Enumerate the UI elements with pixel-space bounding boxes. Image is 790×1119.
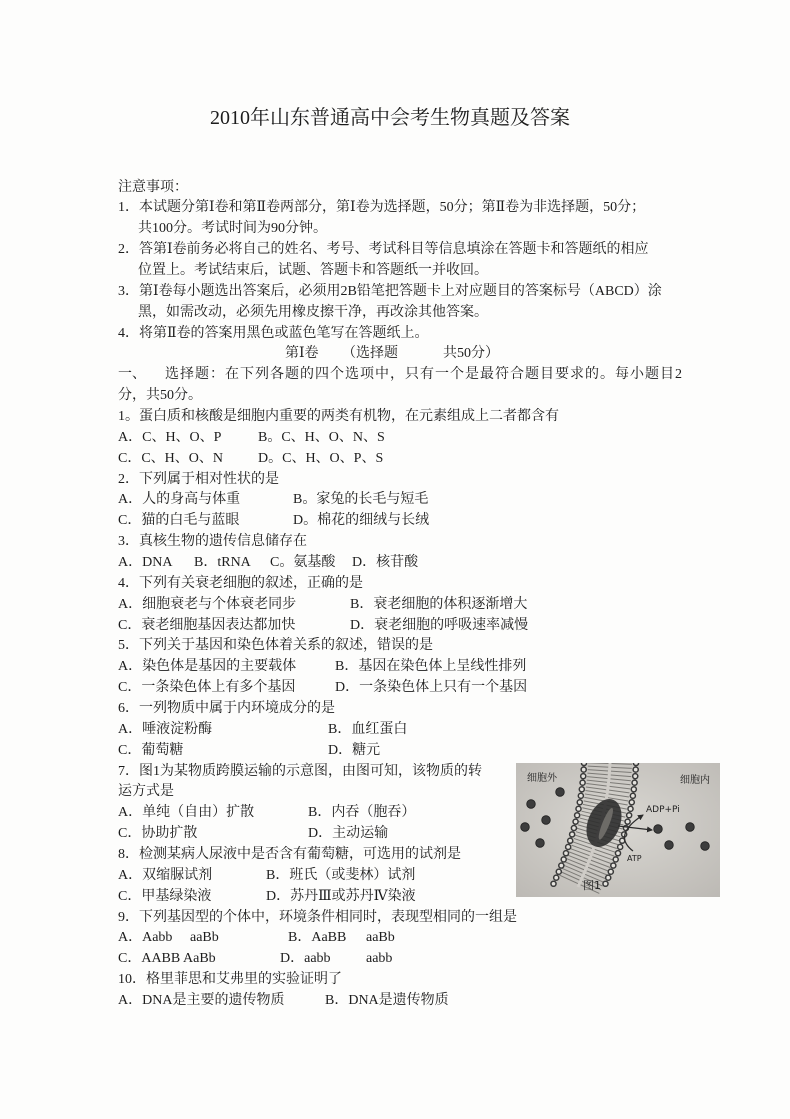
label-adp-pi: ADP+Pi [646,805,680,815]
notice-item-3-continued: 黑，如需改动，必须先用橡皮擦干净，再改涂其他答案。 [138,304,488,320]
question-8-option-b: B．班氏（或斐林）试剂 [266,867,416,883]
question-4-stem: 4．下列有关衰老细胞的叙述，正确的是 [118,575,363,591]
question-5-stem: 5．下列关于基因和染色体着关系的叙述，错误的是 [118,638,433,654]
question-options-line [0,720,790,741]
question-options-line [0,490,790,511]
figure-1-membrane-transport [516,763,720,897]
question-6-option-d: D．糖元 [328,742,381,758]
question-stem-line [0,407,790,428]
molecule-dot [536,839,545,848]
question-7-option-c: C．协助扩散 [118,826,198,842]
question-3-option-a: A．DNA [118,554,173,570]
molecule-dot [686,823,695,832]
question-9-option-c-genotype-2: AaBb [183,951,216,967]
notice-item-1: 1．本试题分第Ⅰ卷和第Ⅱ卷两部分，第Ⅰ卷为选择题，50分；第Ⅱ卷为非选择题，50分； [118,200,646,216]
question-9-stem: 9．下列基因型的个体中，环境条件相同时，表现型相同的一组是 [118,909,517,925]
question-9-option-a-genotype-2: aaBb [190,930,219,946]
question-1-option-b: B。C、H、O、N、S [258,429,385,445]
question-1-stem: 1。蛋白质和核酸是细胞内重要的两类有机物，在元素组成上二者都含有 [118,408,559,424]
molecule-dot [701,842,710,851]
section-instruction-continued: 分，共50分。 [118,388,202,404]
molecule-dot [521,823,530,832]
notice-heading-line [0,178,790,199]
question-3-option-c: C。氨基酸 [270,554,336,570]
question-options-line [0,657,790,678]
notice-line [0,303,790,324]
question-3-option-d: D．核苷酸 [352,554,419,570]
question-7-option-a: A．单纯（自由）扩散 [118,805,255,821]
figure-caption: 图1 [583,879,601,892]
notice-item-4: 4．将第Ⅱ卷的答案用黑色或蓝色笔写在答题纸上。 [118,325,429,341]
question-3-option-b: B．tRNA [194,554,251,570]
notice-line [0,282,790,303]
question-2-option-b: B。家兔的长毛与短毛 [293,492,429,508]
question-6-option-c: C．葡萄糖 [118,742,184,758]
question-4-option-d: D．衰老细胞的呼吸速率减慢 [350,617,529,633]
question-5-option-a: A．染色体是基因的主要载体 [118,659,297,675]
question-6-option-b: B．血红蛋白 [328,721,408,737]
question-5-option-b: B．基因在染色体上呈线性排列 [335,659,527,675]
question-8-stem: 8．检测某病人尿液中是否含有葡萄糖，可选用的试剂是 [118,847,461,862]
question-options-line [0,553,790,574]
question-6-stem: 6．一列物质中属于内环境成分的是 [118,700,335,716]
label-atp: ATP [627,854,642,863]
question-4-option-a: A．细胞衰老与个体衰老同步 [118,596,297,612]
question-9-option-c: C．AABB [118,951,181,967]
question-9-option-d: D．aabb [280,951,331,967]
question-7-option-d: D．主动运输 [308,826,389,842]
question-9-option-b-genotype-2: aaBb [366,930,395,946]
molecule-dot [665,841,674,850]
question-options-line [0,741,790,762]
molecule-dot [654,825,663,834]
question-options-line [0,511,790,532]
question-options-line [0,616,790,637]
question-9-option-d-genotype-2: aabb [366,951,393,967]
question-options-line [0,949,790,970]
notice-line [0,240,790,261]
question-1-option-d: D。C、H、O、P、S [258,450,384,466]
part-title-line [0,344,790,365]
molecule-dot [542,816,551,825]
notice-line [0,219,790,240]
question-8-option-c: C．甲基绿染液 [118,888,212,904]
part-name: 第Ⅰ卷 [285,346,319,362]
question-10-stem: 10．格里菲思和艾弗里的实验证明了 [118,972,342,988]
notice-item-2: 2．答第Ⅰ卷前务必将自己的姓名、考号、考试科目等信息填涂在答题卡和答题纸的相应 [118,242,649,258]
question-7-stem-continued: 运方式是 [118,784,174,800]
question-10-option-b: B．DNA是遗传物质 [325,993,449,1009]
molecule-dot [527,800,536,809]
question-3-stem: 3．真核生物的遗传信息储存在 [118,534,307,550]
section-instruction-line [0,365,790,386]
question-7-option-b: B．内吞（胞吞） [308,805,416,821]
notice-line [0,198,790,219]
question-2-option-d: D。棉花的细绒与长绒 [293,513,430,529]
question-options-line [0,928,790,949]
notice-item-1-continued: 共100分。考试时间为90分钟。 [138,221,327,237]
question-9-option-a: A．Aabb [118,930,173,946]
notice-line [0,261,790,282]
section-instruction-line [0,386,790,407]
question-6-option-a: A．唾液淀粉酶 [118,721,213,737]
section-number: 一、 [118,367,146,383]
question-1-option-c: C．C、H、O、N [118,450,224,466]
question-8-option-a: A．双缩脲试剂 [118,867,213,883]
question-options-line [0,428,790,449]
question-10-option-a: A．DNA是主要的遗传物质 [118,993,285,1009]
question-2-stem: 2．下列属于相对性状的是 [118,471,279,487]
question-4-option-b: B．衰老细胞的体积逐渐增大 [350,596,528,612]
section-instruction: 选择题：在下列各题的四个选项中，只有一个是最符合题目要求的。每小题目2 [165,367,683,383]
notice-line [0,324,790,345]
question-4-option-c: C．衰老细胞基因表达都加快 [118,617,296,633]
question-5-option-c: C．一条染色体上有多个基因 [118,680,296,696]
notice-heading: 注意事项： [118,179,188,195]
question-8-option-d: D．苏丹Ⅲ或苏丹Ⅳ染液 [266,888,416,904]
molecule-dot [556,788,565,797]
notice-item-3: 3．第Ⅰ卷每小题选出答案后，必须用2B铅笔把答题卡上对应题目的答案标号（ABCD）涂 [118,283,662,299]
question-stem-line [0,636,790,657]
page-title: 2010年山东普通高中会考生物真题及答案 [210,107,570,129]
question-stem-line [0,470,790,491]
question-1-option-a: A．C、H、O、P [118,429,222,445]
question-2-option-c: C．猫的白毛与蓝眼 [118,513,240,529]
question-7-stem: 7．图1为某物质跨膜运输的示意图，由图可知，该物质的转 [118,763,482,779]
question-2-option-a: A．人的身高与体重 [118,492,241,508]
question-stem-line [0,574,790,595]
question-options-line [0,595,790,616]
label-outside-cell: 细胞外 [527,773,557,784]
question-options-line [0,678,790,699]
question-stem-line [0,699,790,720]
question-9-option-b: B．AaBB [288,930,347,946]
question-stem-line [0,970,790,991]
question-stem-line [0,908,790,929]
question-options-line [0,449,790,470]
question-5-option-d: D．一条染色体上只有一个基因 [335,680,528,696]
part-points: 共50分） [443,346,499,362]
question-stem-line [0,532,790,553]
notice-item-2-continued: 位置上。考试结束后，试题、答题卡和答题纸一并收回。 [138,262,488,278]
label-inside-cell: 细胞内 [680,775,710,786]
part-type: （选择题 [342,346,398,362]
question-options-line [0,991,790,1012]
